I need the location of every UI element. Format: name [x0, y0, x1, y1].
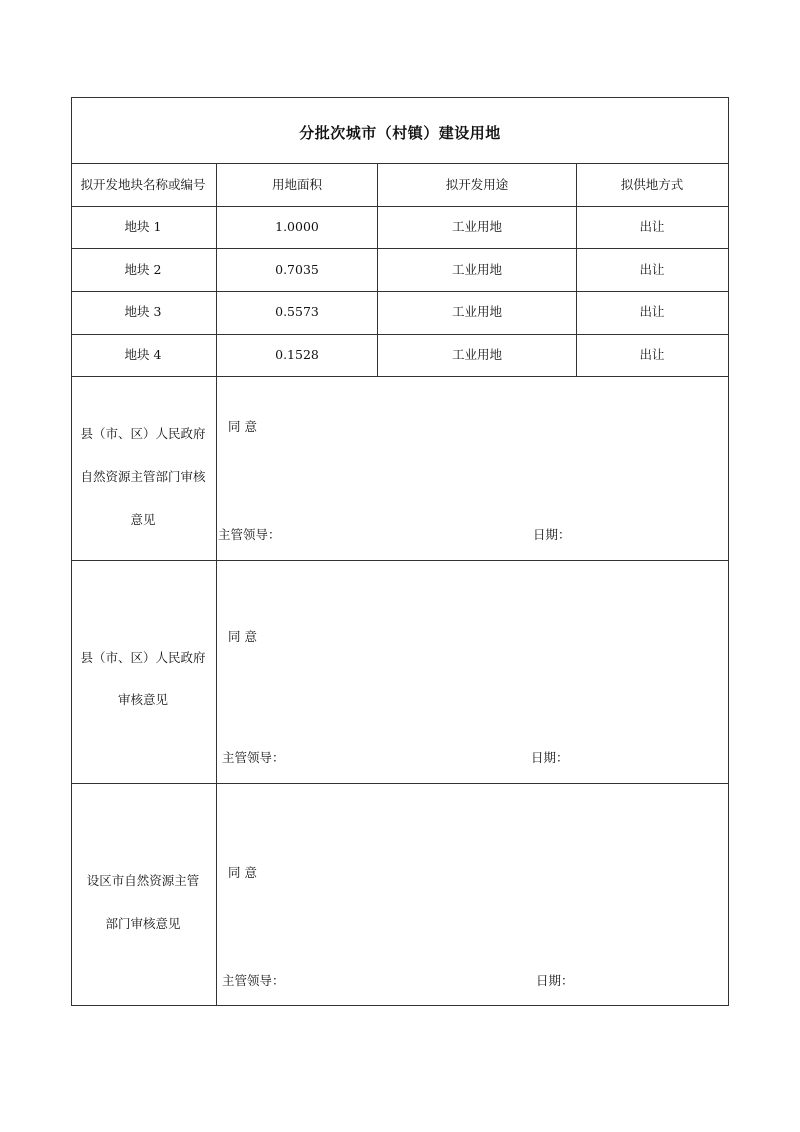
row-divider: [71, 334, 729, 335]
date-label: 日期：: [536, 973, 574, 988]
row-divider: [71, 783, 729, 784]
review-label-line: 部门审核意见: [105, 916, 181, 931]
opinion-text: 同 意: [228, 419, 257, 434]
date-label: 日期：: [533, 527, 571, 542]
opinion-text: 同 意: [228, 865, 257, 880]
row-divider: [71, 376, 729, 377]
header-supply: 拟供地方式: [620, 177, 684, 192]
opinion-text: 同 意: [228, 629, 257, 644]
review-label-line: 县（市、区）人民政府: [80, 426, 206, 441]
column-divider: [377, 163, 378, 376]
cell-area: 0.5573: [275, 304, 319, 319]
row-divider: [71, 163, 729, 164]
row-divider: [71, 248, 729, 249]
cell-supply: 出让: [639, 347, 665, 362]
cell-use: 工业用地: [451, 219, 503, 234]
cell-area: 1.0000: [275, 219, 319, 234]
cell-use: 工业用地: [451, 347, 503, 362]
page-title: 分批次城市（村镇）建设用地: [299, 124, 501, 142]
column-divider: [576, 163, 577, 376]
form-table: [71, 97, 729, 1006]
cell-area: 0.1528: [275, 347, 319, 362]
cell-supply: 出让: [639, 219, 665, 234]
cell-plot-name: 地块 2: [124, 262, 162, 277]
column-divider: [216, 163, 217, 1006]
review-label-line: 县（市、区）人民政府: [80, 650, 206, 665]
row-divider: [71, 206, 729, 207]
date-label: 日期：: [531, 750, 569, 765]
cell-use: 工业用地: [451, 304, 503, 319]
review-label-line: 设区市自然资源主管: [86, 873, 200, 888]
leader-label: 主管领导：: [218, 527, 281, 542]
cell-supply: 出让: [639, 304, 665, 319]
cell-plot-name: 地块 4: [124, 347, 162, 362]
leader-label: 主管领导：: [222, 973, 285, 988]
row-divider: [71, 291, 729, 292]
cell-supply: 出让: [639, 262, 665, 277]
review-label-line: 自然资源主管部门审核: [80, 469, 206, 484]
cell-area: 0.7035: [275, 262, 319, 277]
header-plot-name: 拟开发地块名称或编号: [80, 177, 206, 192]
review-label-line: 审核意见: [117, 692, 169, 707]
header-use: 拟开发用途: [445, 177, 509, 192]
cell-plot-name: 地块 3: [124, 304, 162, 319]
header-area: 用地面积: [271, 177, 323, 192]
leader-label: 主管领导：: [222, 750, 285, 765]
review-label-line: 意见: [130, 512, 156, 527]
row-divider: [71, 560, 729, 561]
cell-plot-name: 地块 1: [124, 219, 162, 234]
cell-use: 工业用地: [451, 262, 503, 277]
